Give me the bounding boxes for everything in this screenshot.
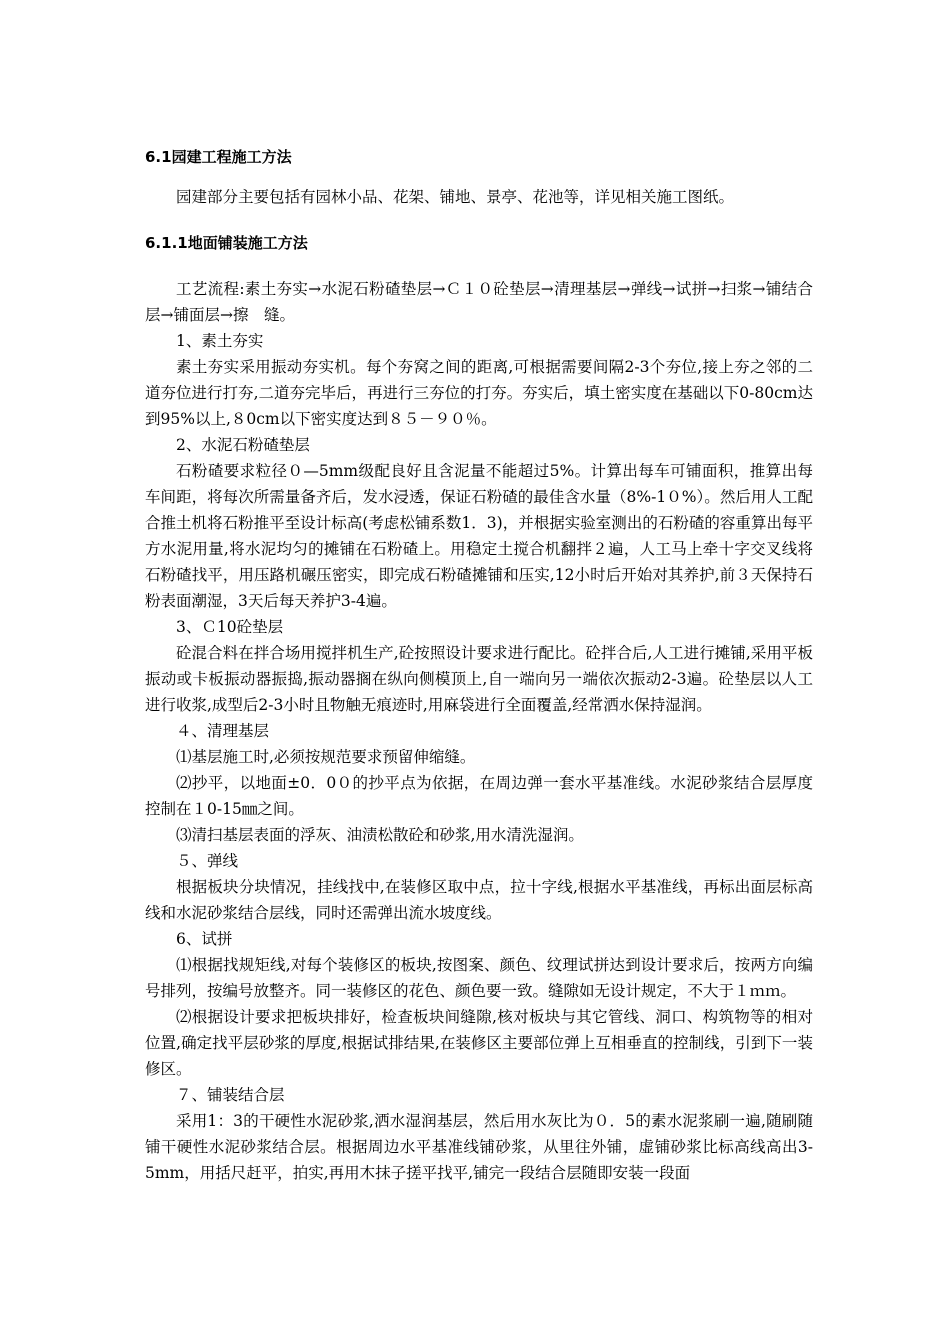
step-5-body: 根据板块分块情况，挂线找中,在装修区取中点，拉十字线,根据水平基准线，再标出面层标高线和水泥砂浆结合层线，同时还需弹出流水坡度线。 <box>145 878 813 922</box>
step-6-item-2: ⑵根据设计要求把板块排好，检查板块间缝隙,核对板块与其它管线、洞口、构筑物等的相对位置,确定找平层砂浆的厚度,根据试排结果,在装修区主要部位弹上互相垂直的控制线，引到下一装修区。 <box>145 1008 813 1078</box>
step-4-item-2: ⑵抄平，以地面±0．0０的抄平点为依据，在周边弹一套水平基准线。水泥砂浆结合层厚度控制在１0-15㎜之间。 <box>145 774 813 818</box>
subsection-heading: 6.1.1地面铺装施工方法 <box>145 234 308 252</box>
step-4-item-3: ⑶清扫基层表面的浮灰、油渍松散砼和砂浆,用水清洗湿润。 <box>176 826 584 844</box>
step-3-body: 砼混合料在拌合场用搅拌机生产,砼按照设计要求进行配比。砼拌合后,人工进行摊铺,采用平板振动或卡板振动器振捣,振动器搁在纵向侧模顶上,自一端向另一端依次振动2-3遍。砼垫层以人工进行收浆,成型后2-3小时且物触无痕迹时,用麻袋进行全面覆盖,经常洒水保持湿润。 <box>145 644 813 714</box>
step-6-item-1: ⑴根据找规矩线,对每个装修区的板块,按图案、颜色、纹理试拼达到设计要求后，按两方向编号排列，按编号放整齐。同一装修区的花色、颜色要一致。缝隙如无设计规定，不大于１ｍｍ。 <box>145 956 813 1000</box>
step-2-title: 2、水泥石粉碴垫层 <box>176 436 310 454</box>
step-6-title: 6、试拼 <box>176 930 233 948</box>
step-1-title: 1、素土夯实 <box>176 332 264 350</box>
step-5-title: ５、弹线 <box>176 852 239 870</box>
process-flow: 工艺流程:素土夯实→水泥石粉碴垫层→Ｃ１０砼垫层→清理基层→弹线→试拼→扫浆→铺结合层→铺面层→擦 缝。 <box>145 280 813 324</box>
step-1-body: 素土夯实采用振动夯实机。每个夯窝之间的距离,可根据需要间隔2-3个夯位,接上夯之邻的二道夯位进行打夯,二道夯完毕后，再进行三夯位的打夯。夯实后，填土密实度在基础以下0-80cm达到95%以上,８0cm以下密实度达到８５－９０％。 <box>145 358 813 428</box>
step-4-title: ４、清理基层 <box>176 722 270 740</box>
step-7-title: ７、铺装结合层 <box>176 1086 285 1104</box>
step-3-title: 3、Ｃ10砼垫层 <box>176 618 284 636</box>
step-4-item-1: ⑴基层施工时,必须按规范要求预留伸缩缝。 <box>176 748 476 766</box>
step-7-body: 采用1：3的干硬性水泥砂浆,洒水湿润基层，然后用水灰比为０．5的素水泥浆刷一遍,随刷随铺干硬性水泥砂浆结合层。根据周边水平基准线铺砂浆，从里往外铺，虚铺砂浆比标高线高出3-5mm，用括尺赶平，拍实,再用木抹子搓平找平,铺完一段结合层随即安装一段面 <box>145 1112 813 1182</box>
document-body <box>145 144 813 1186</box>
section-heading: 6.1园建工程施工方法 <box>145 148 292 166</box>
step-2-body: 石粉碴要求粒径０—5mm级配良好且含泥量不能超过5%。计算出每车可铺面积，推算出每车间距，将每次所需量备齐后，发水浸透，保证石粉碴的最佳含水量（8%-1０%）。然后用人工配合推土机将石粉推平至设计标高(考虑松铺系数1．3)，并根据实验室测出的石粉碴的容重算出每平方水泥用量,将水泥均匀的摊铺在石粉碴上。用稳定土搅合机翻拌２遍，人工马上牵十字交叉线将石粉碴找平，用压路机碾压密实，即完成石粉碴摊铺和压实,12小时后开始对其养护,前３天保持石粉表面潮湿，3天后每天养护3-4遍。 <box>145 462 813 610</box>
section-intro: 园建部分主要包括有园林小品、花架、铺地、景亭、花池等，详见相关施工图纸。 <box>176 188 735 206</box>
